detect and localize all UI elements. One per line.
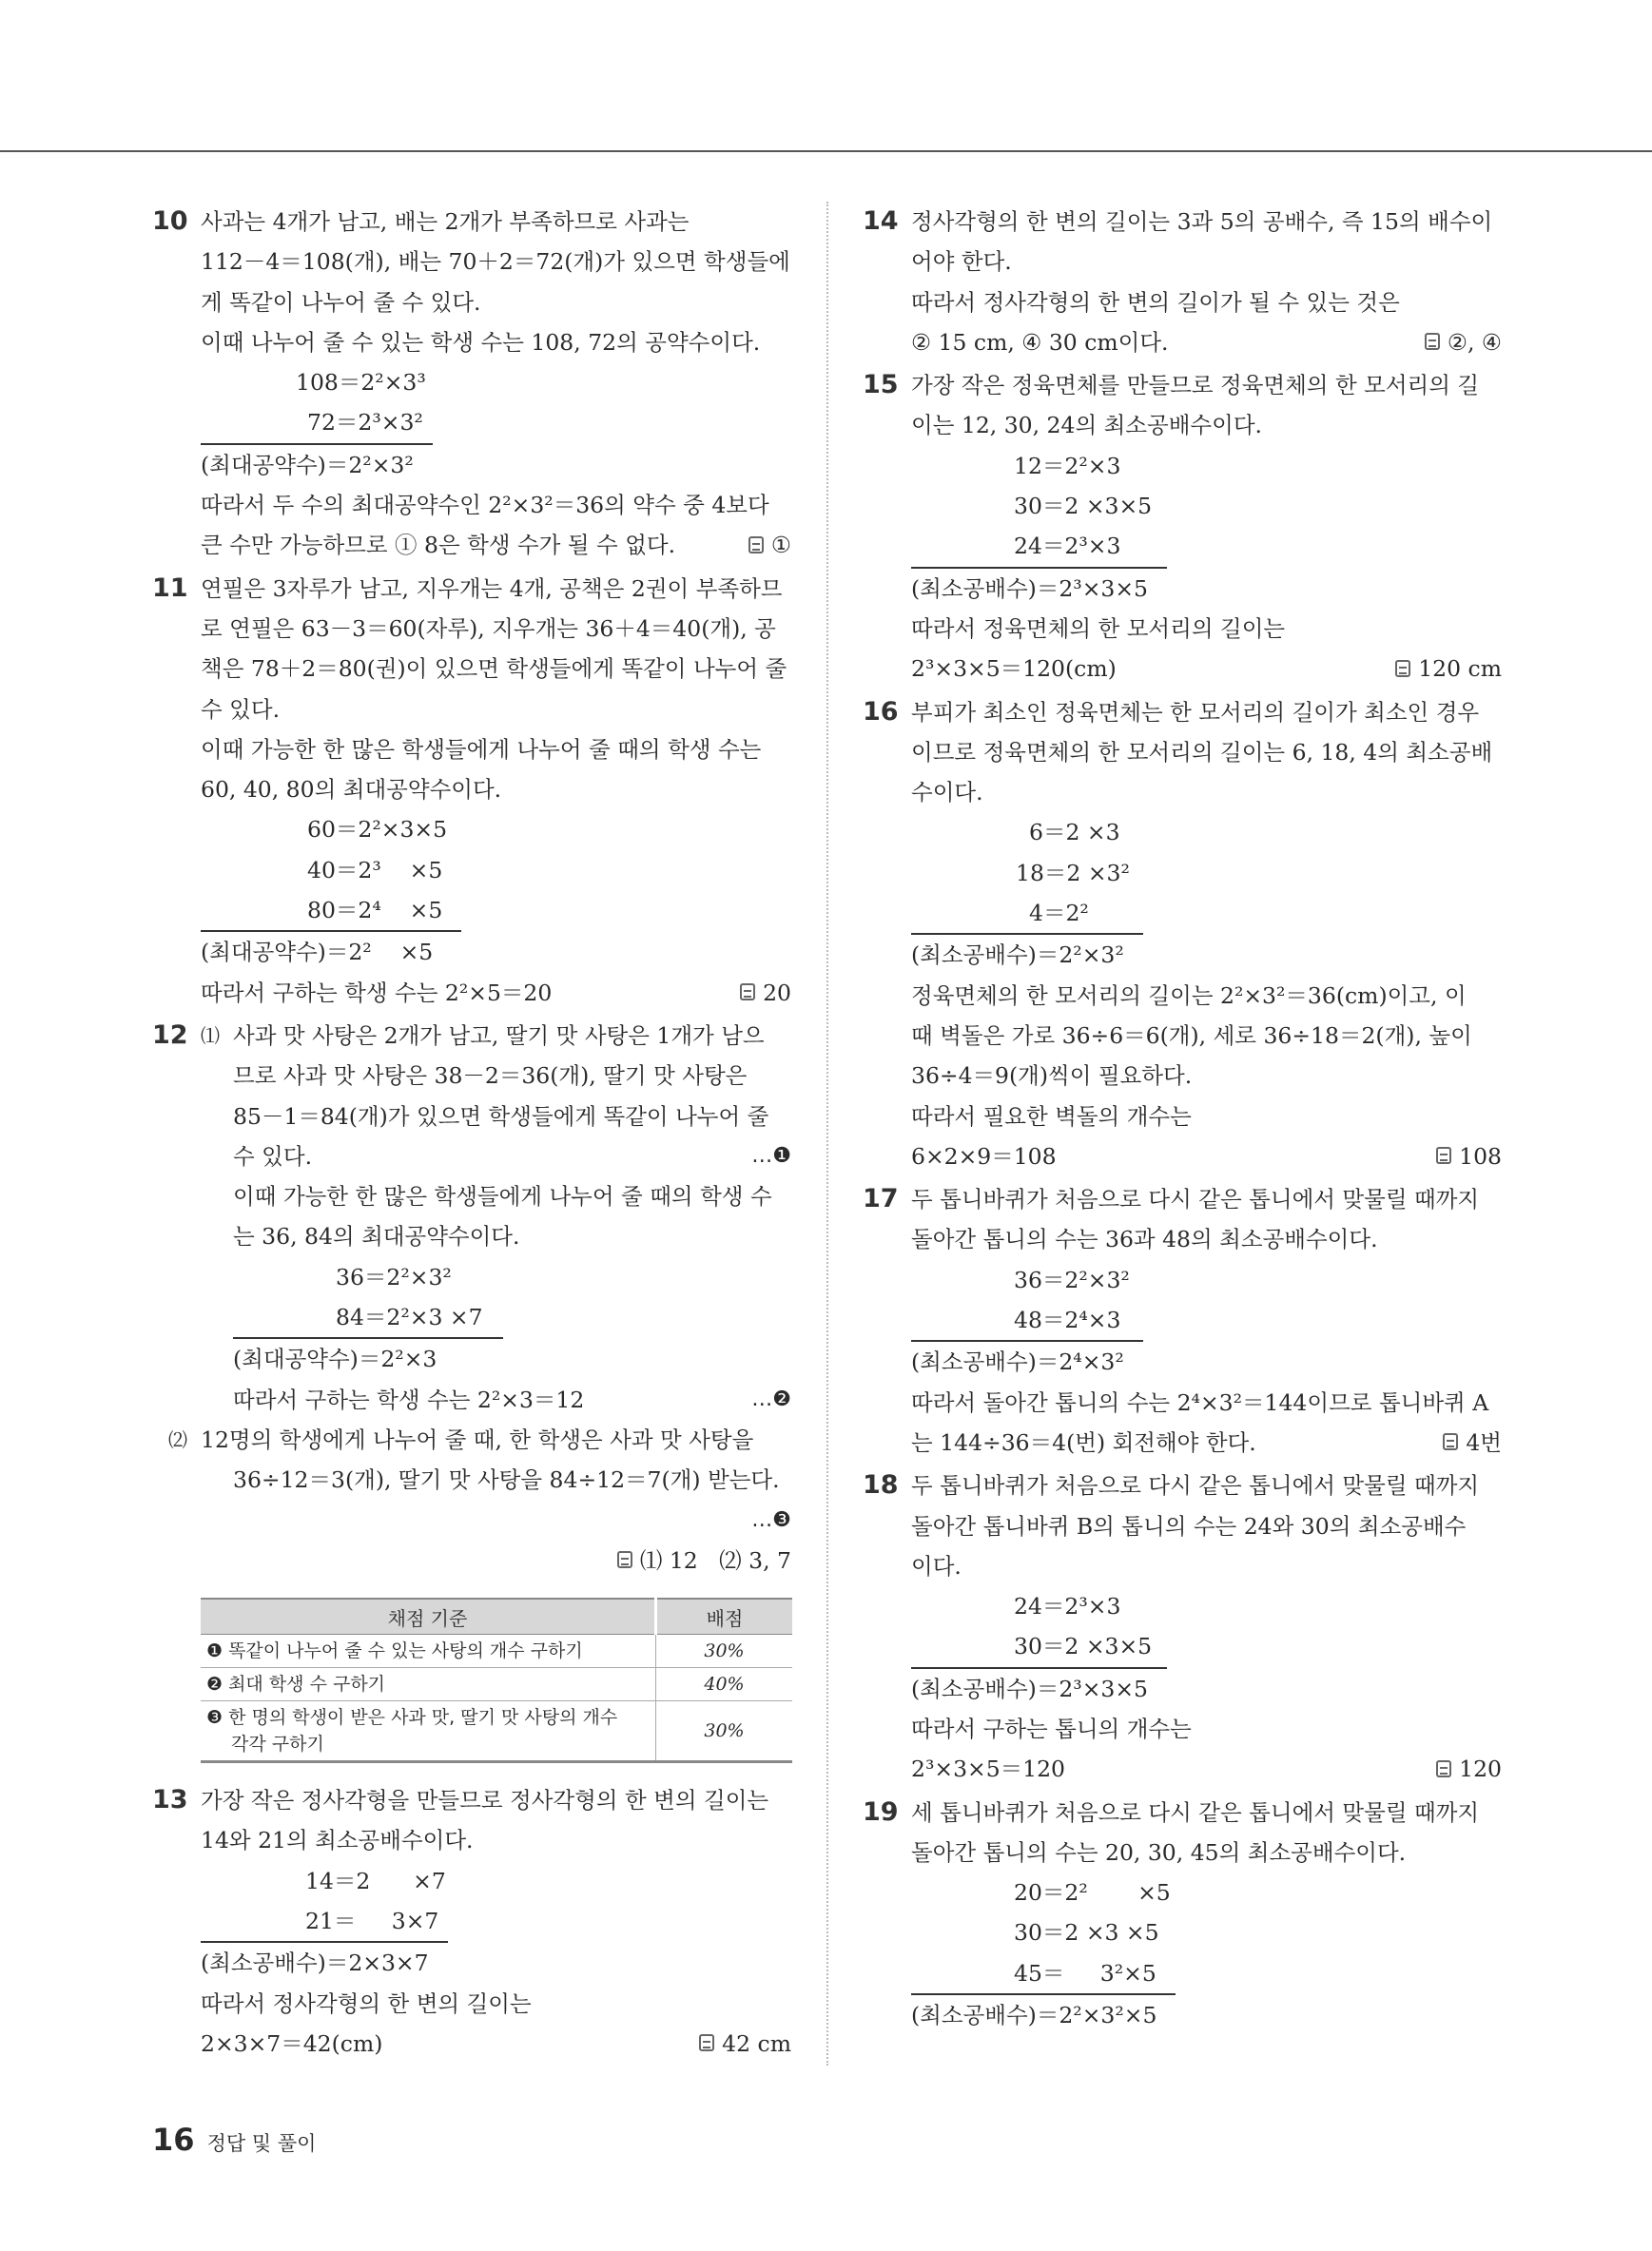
page-number: 16 <box>152 2122 195 2158</box>
text-line: 따라서 필요한 벽돌의 개수는 <box>911 1102 1192 1130</box>
subproblem-1 <box>201 1016 791 1420</box>
table-cell: ❸ 한 명의 학생이 받은 사과 맛, 딸기 맛 사탕의 개수 각각 구하기 <box>201 1701 656 1762</box>
text-line: 이때 가능한 한 많은 학생들에게 나누어 줄 때의 학생 수 <box>233 1183 772 1211</box>
text-line: 따라서 구하는 학생 수는 2²×3＝12 …❷ <box>233 1380 791 1420</box>
answer: 108 <box>1436 1136 1502 1176</box>
column-divider <box>826 202 828 2066</box>
grading-table <box>201 1598 792 1763</box>
text-line: 책은 78＋2＝80(권)이 있으면 학생들에게 똑같이 나누어 줄 <box>201 655 787 683</box>
problem-12 <box>152 1016 791 1763</box>
equation: 36＝2²×3² <box>1014 1266 1130 1293</box>
answer: ②, ④ <box>1425 322 1502 362</box>
text-line: 따라서 돌아간 톱니의 수는 2⁴×3²＝144이므로 톱니바퀴 A <box>911 1388 1489 1416</box>
equation-result: (최대공약수)＝2²×3 <box>233 1337 503 1379</box>
equation-result: (최대공약수)＝2²×3² <box>201 443 433 485</box>
text-line: 따라서 정사각형의 한 변의 길이는 <box>201 1989 532 2017</box>
table-cell: 40% <box>656 1668 793 1701</box>
equation: 30＝2 ×3×5 <box>1014 493 1153 520</box>
equation: 14＝2 ×7 <box>305 1867 446 1894</box>
equation: 30＝2 ×3 ×5 <box>1014 1919 1159 1947</box>
table-header: 채점 기준 <box>201 1599 656 1635</box>
problem-17 <box>863 1179 1502 1463</box>
answer-icon <box>617 1551 632 1568</box>
equation: 40＝2³ ×5 <box>307 856 443 883</box>
equation: 80＝2⁴ ×5 <box>307 897 443 924</box>
equation: 24＝2³×3 <box>1014 533 1121 560</box>
text-line: 85－1＝84(개)가 있으면 학생들에게 똑같이 나누어 줄 <box>233 1102 769 1130</box>
table-row <box>201 1635 792 1668</box>
text-line: 수 있다. <box>201 695 281 723</box>
answer-icon <box>1436 1760 1451 1777</box>
answer-icon <box>1443 1433 1458 1450</box>
equation: 48＝2⁴×3 <box>1014 1307 1121 1334</box>
equation: 6＝2 ×3 <box>1029 819 1120 846</box>
sub-label: ⑵ <box>168 1427 187 1451</box>
equation: 21＝ 3×7 <box>305 1907 439 1934</box>
text-line: 게 똑같이 나누어 줄 수 있다. <box>201 288 481 316</box>
problem-15 <box>863 365 1502 689</box>
problem-number: 11 <box>152 572 188 603</box>
equation-result: (최소공배수)＝2²×3² <box>911 933 1143 975</box>
answer: ⑴ 12 ⑵ 3, 7 <box>617 1541 791 1581</box>
answer-icon <box>699 2034 714 2051</box>
text-line: 따라서 구하는 톱니의 개수는 <box>911 1715 1192 1742</box>
problem-number: 15 <box>863 370 899 400</box>
footer-title: 정답 및 풀이 <box>206 2132 317 2155</box>
page-footer <box>152 2122 316 2158</box>
text-line: 2³×3×5＝120 120 <box>911 1749 1502 1789</box>
equation: 72＝2³×3² <box>307 409 423 437</box>
text-line: 연필은 3자루가 남고, 지우개는 4개, 공책은 2권이 부족하므 <box>201 574 783 602</box>
text-line: 부피가 최소인 정육면체는 한 모서리의 길이가 최소인 경우 <box>911 698 1480 726</box>
step-marker: …❷ <box>751 1387 791 1411</box>
problem-number: 10 <box>152 206 188 236</box>
text-line: 따라서 구하는 학생 수는 2²×5＝20 20 <box>201 973 791 1013</box>
problem-19 <box>863 1793 1502 2036</box>
text-line: 는 36, 84의 최대공약수이다. <box>233 1223 520 1251</box>
step-marker: …❶ <box>751 1143 791 1168</box>
text-line: 세 톱니바퀴가 처음으로 다시 같은 톱니에서 맞물릴 때까지 <box>911 1798 1480 1826</box>
answer-icon <box>740 983 755 1000</box>
answer: ① <box>748 525 791 565</box>
problem-16 <box>863 692 1502 1177</box>
problem-18 <box>863 1465 1502 1789</box>
equation: 36＝2²×3² <box>336 1263 452 1290</box>
text-line: 정사각형의 한 변의 길이는 3과 5의 공배수, 즉 15의 배수이 <box>911 208 1493 235</box>
right-column <box>863 202 1502 2038</box>
answer: 120 <box>1436 1749 1502 1789</box>
table-cell: ❶ 똑같이 나누어 줄 수 있는 사탕의 개수 구하기 <box>201 1635 656 1668</box>
text-line: 가장 작은 정육면체를 만들므로 정육면체의 한 모서리의 길 <box>911 372 1480 399</box>
answer: 42 cm <box>699 2024 791 2064</box>
text-line: 이는 12, 30, 24의 최소공배수이다. <box>911 412 1263 439</box>
text-line: 이므로 정육면체의 한 모서리의 길이는 6, 18, 4의 최소공배 <box>911 738 1493 766</box>
equation: 108＝2²×3³ <box>296 369 426 397</box>
text-line <box>201 1541 791 1581</box>
text-line: ② 15 cm, ④ 30 cm이다. ②, ④ <box>911 322 1502 362</box>
text-line: 수 있다. …❶ <box>233 1136 791 1176</box>
text-line: 로 연필은 63－3＝60(자루), 지우개는 36＋4＝40(개), 공 <box>201 614 776 642</box>
problem-number: 19 <box>863 1796 899 1827</box>
text-line: 때 벽돌은 가로 36÷6＝6(개), 세로 36÷18＝2(개), 높이 <box>911 1021 1472 1049</box>
text-line: 따라서 두 수의 최대공약수인 2²×3²＝36의 약수 중 4보다 <box>201 492 769 519</box>
text-line: 수이다. <box>911 779 983 806</box>
text-line: 36÷12＝3(개), 딸기 맛 사탕을 84÷12＝7(개) 받는다. <box>233 1466 780 1494</box>
text-line: 2×3×7＝42(cm) 42 cm <box>201 2024 791 2064</box>
text-line: 112－4＝108(개), 배는 70＋2＝72(개)가 있으면 학생들에 <box>201 248 790 276</box>
problem-number: 14 <box>863 206 899 236</box>
equation-result: (최소공배수)＝2²×3²×5 <box>911 1993 1176 2035</box>
equation-result: (최소공배수)＝2×3×7 <box>201 1941 448 1983</box>
text-line: 사과는 4개가 남고, 배는 2개가 부족하므로 사과는 <box>201 208 690 235</box>
problem-number: 18 <box>863 1470 899 1501</box>
text-line: 36÷4＝9(개)씩이 필요하다. <box>911 1062 1193 1090</box>
text-line: 두 톱니바퀴가 처음으로 다시 같은 톱니에서 맞물릴 때까지 <box>911 1186 1480 1213</box>
answer: 120 cm <box>1395 649 1502 689</box>
problem-number: 17 <box>863 1184 899 1214</box>
answer: 4번 <box>1443 1423 1502 1463</box>
problem-14 <box>863 202 1502 362</box>
problem-10 <box>152 202 791 566</box>
text-line: 돌아간 톱니바퀴 B의 톱니의 수는 24와 30의 최소공배수 <box>911 1512 1467 1540</box>
text-line: 따라서 정육면체의 한 모서리의 길이는 <box>911 614 1286 642</box>
text-line: 6×2×9＝108 108 <box>911 1136 1502 1176</box>
text-line <box>201 1501 791 1541</box>
text-line: 돌아간 톱니의 수는 36과 48의 최소공배수이다. <box>911 1226 1378 1253</box>
equation: 24＝2³×3 <box>1014 1593 1121 1620</box>
table-row <box>201 1668 792 1701</box>
answer-icon <box>1436 1147 1451 1164</box>
problem-number: 13 <box>152 1785 188 1815</box>
sub-label: ⑴ <box>201 1023 220 1047</box>
text-line: 큰 수만 가능하므로 ① 8은 학생 수가 될 수 없다. ① <box>201 525 791 565</box>
text-line: 가장 작은 정사각형을 만들므로 정사각형의 한 변의 길이는 <box>201 1787 769 1814</box>
step-marker: …❸ <box>751 1507 791 1532</box>
equation-result: (최소공배수)＝2³×3×5 <box>911 567 1167 609</box>
equation: 18＝2 ×3² <box>1016 859 1130 886</box>
equation: 12＝2²×3 <box>1014 452 1121 479</box>
text-line: 60, 40, 80의 최대공약수이다. <box>201 776 502 804</box>
equation: 60＝2²×3×5 <box>307 816 448 844</box>
text-line: 돌아간 톱니의 수는 20, 30, 45의 최소공배수이다. <box>911 1838 1407 1866</box>
problem-number: 12 <box>152 1019 188 1050</box>
table-header: 배점 <box>656 1599 793 1635</box>
equation: 45＝ 3²×5 <box>1014 1959 1156 1987</box>
text-line: 므로 사과 맛 사탕은 38－2＝36(개), 딸기 맛 사탕은 <box>233 1062 748 1090</box>
left-column <box>152 202 791 2067</box>
subproblem-2 <box>168 1420 791 1541</box>
answer-icon <box>748 536 764 553</box>
text-line: 사과 맛 사탕은 2개가 남고, 딸기 맛 사탕은 1개가 남으 <box>233 1021 765 1049</box>
text-line: 이때 나누어 줄 수 있는 학생 수는 108, 72의 공약수이다. <box>201 328 761 356</box>
text-line: 14와 21의 최소공배수이다. <box>201 1827 474 1854</box>
equation-result: (최대공약수)＝2² ×5 <box>201 930 461 972</box>
text-line: 따라서 정사각형의 한 변의 길이가 될 수 있는 것은 <box>911 288 1400 316</box>
equation: 30＝2 ×3×5 <box>1014 1633 1153 1660</box>
equation-result: (최소공배수)＝2⁴×3² <box>911 1340 1143 1382</box>
equation-result: (최소공배수)＝2³×3×5 <box>911 1667 1167 1709</box>
equation: 20＝2² ×5 <box>1014 1879 1171 1907</box>
table-cell: ❷ 최대 학생 수 구하기 <box>201 1668 656 1701</box>
text-line: 두 톱니바퀴가 처음으로 다시 같은 톱니에서 맞물릴 때까지 <box>911 1472 1480 1500</box>
text-line: 12명의 학생에게 나누어 줄 때, 한 학생은 사과 맛 사탕을 <box>201 1426 754 1453</box>
problem-13 <box>152 1780 791 2064</box>
text-line: 2³×3×5＝120(cm) 120 cm <box>911 649 1502 689</box>
table-cell: 30% <box>656 1635 793 1668</box>
equation: 84＝2²×3 ×7 <box>336 1304 483 1331</box>
text-line: 이때 가능한 한 많은 학생들에게 나누어 줄 때의 학생 수는 <box>201 735 762 763</box>
problem-number: 16 <box>863 696 899 727</box>
answer-icon <box>1425 333 1440 350</box>
problem-11 <box>152 569 791 1013</box>
table-cell: 30% <box>656 1701 793 1762</box>
text-line: 어야 한다. <box>911 248 1012 276</box>
header-rule <box>0 150 1652 152</box>
text-line: 이다. <box>911 1552 962 1580</box>
table-row <box>201 1701 792 1762</box>
text-line: 정육면체의 한 모서리의 길이는 2²×3²＝36(cm)이고, 이 <box>911 981 1467 1009</box>
answer: 20 <box>740 973 791 1013</box>
text-line: 는 144÷36＝4(번) 회전해야 한다. 4번 <box>911 1423 1502 1463</box>
equation: 4＝2² <box>1029 900 1089 927</box>
answer-icon <box>1395 660 1410 677</box>
